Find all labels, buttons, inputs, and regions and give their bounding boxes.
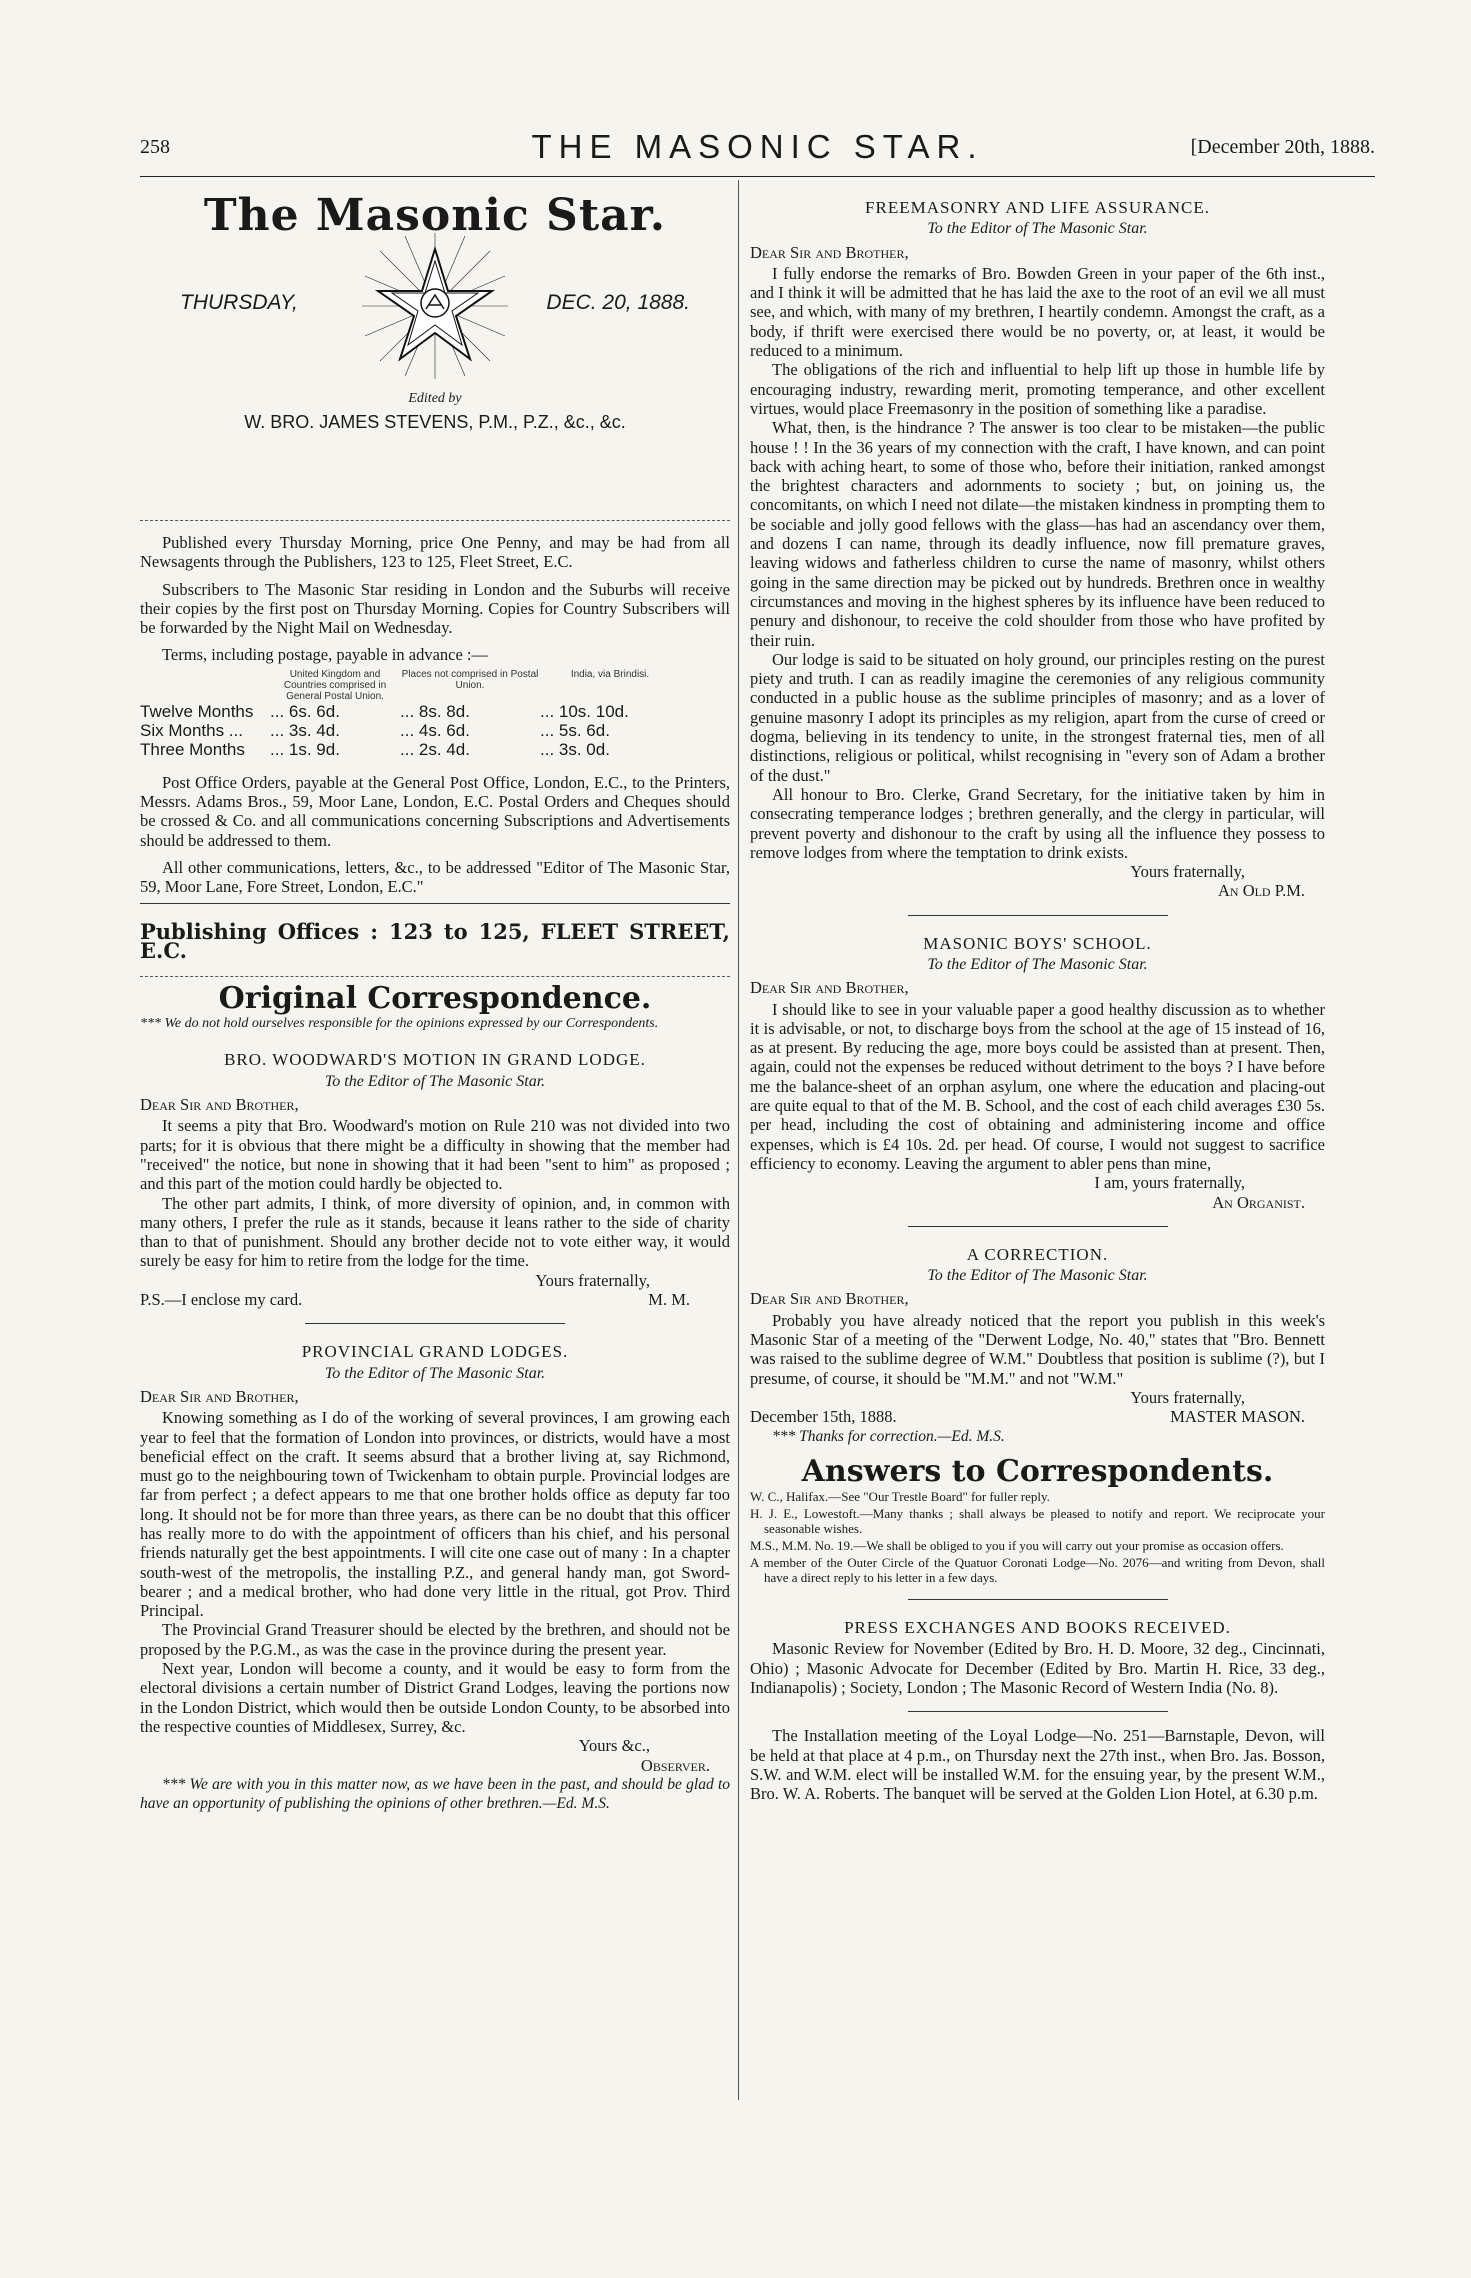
salutation: Dear Sir and Brother, bbox=[750, 1289, 909, 1309]
issue-date: [December 20th, 1888. bbox=[1190, 136, 1375, 158]
terms-header-row bbox=[140, 669, 730, 702]
masthead-title: The Masonic Star. bbox=[203, 190, 667, 241]
article-addressee: To the Editor of The Masonic Star. bbox=[324, 1364, 546, 1382]
article-addressee: To the Editor of The Masonic Star. bbox=[927, 1267, 1148, 1285]
terms-cell: ... 3s. 0d. bbox=[540, 739, 610, 759]
article-paragraph: Probably you have already noticed that the report you publish in this week's Masonic Star of a meeting of the "Derwent Lodge, No. 40," states that "Bro. Bennett was raised to the sublime degree of W.M." Doubtless that position is sublime (?), but I presume, of course, it should be "M.M." and not "W.M." bbox=[750, 1310, 1325, 1388]
terms-cell: ... 4s. 6d. bbox=[400, 720, 470, 740]
terms-cell: ... 8s. 8d. bbox=[400, 701, 470, 721]
article-rule bbox=[908, 1226, 1168, 1227]
running-header bbox=[140, 128, 1375, 168]
article-paragraph: All honour to Bro. Clerke, Grand Secretary, for the initiative taken by him in consecrating temperance lodges ; brethren generally, and the clergy in particular, will prevent poverty and dishonour to the craft by using all the influence they possess to remove lodges from where the temptation to drink exists. bbox=[750, 784, 1325, 862]
terms-col-header: India, via Brindisi. bbox=[570, 668, 650, 680]
postscript: P.S.—I enclose my card. bbox=[140, 1290, 303, 1310]
article-addressee: To the Editor of The Masonic Star. bbox=[927, 220, 1148, 238]
terms-intro: Terms, including postage, payable in advance :— bbox=[162, 645, 488, 665]
masthead-rule bbox=[140, 520, 730, 521]
notice-rule bbox=[140, 903, 730, 904]
salutation: Dear Sir and Brother, bbox=[750, 242, 909, 262]
terms-cell: ... 6s. 6d. bbox=[270, 701, 340, 721]
list-item: M.S., M.M. No. 19.—We shall be obliged to you if you will carry out your promise as occasion offers. bbox=[750, 1538, 1284, 1554]
article-addressee: To the Editor of The Masonic Star. bbox=[927, 955, 1148, 973]
article-rule bbox=[908, 1711, 1168, 1712]
letter-date: December 15th, 1888. bbox=[750, 1407, 897, 1427]
article-title: PRESS EXCHANGES AND BOOKS RECEIVED. bbox=[844, 1618, 1231, 1638]
article-paragraph: Knowing something as I do of the working of several provinces, I am growing each year to feel that the formation of London into provinces, or districts, would have a most beneficial effect on the craft. It seems absurd that a brother living at, say Richmond, must go to the neighbouring town of Twickenham to obtain purple. Provincial lodges are far from perfect ; a defect appears to me that one brother holds office as deputy far too long. It should not be for more than three years, as there can be no doubt that this officer has really more to do with the appointment of officers than his chief, and his personal friends naturally get the best appointments. I will cite one case out of many : In a chapter south-west of the metropolis, the installing P.Z., and general handy man, got Sword-bearer ; and a medical brother, who had done very little in the ritual, got Prov. Third Principal. bbox=[140, 1408, 730, 1621]
article-paragraph: Masonic Review for November (Edited by Bro. H. D. Moore, 32 deg., Cincinnati, Ohio) ; Masonic Advocate for December (Edited by Bro. Martin H. Rice, 33 deg., Indianapolis) ; Society, London ; The Masonic Record of Western India (No. 8). bbox=[750, 1639, 1325, 1697]
signature: An Organist. bbox=[1212, 1192, 1305, 1212]
terms-row-label: Six Months ... bbox=[140, 720, 243, 740]
signature: An Old P.M. bbox=[1217, 881, 1305, 901]
article-paragraph: It seems a pity that Bro. Woodward's motion on Rule 210 was not divided into two parts; for it is obvious that there might be a difficulty in showing that the member had "received" the notice, but none in showing that it had been "sent to him" as proposed ; and this part of the motion could hardly be objected to. bbox=[140, 1116, 730, 1194]
terms-cell: ... 1s. 9d. bbox=[270, 739, 340, 759]
article-rule bbox=[908, 1599, 1168, 1600]
article-paragraph: Next year, London will become a county, and it would be easy to form from the electoral divisions a certain number of District Grand Lodges, leaving the portions now in the London District, which would then be outside London County, to be absorbed into the respective counties of Middlesex, Surrey, &c. bbox=[140, 1659, 730, 1736]
signature: MASTER MASON. bbox=[1170, 1407, 1305, 1427]
publication-notice: Published every Thursday Morning, price One Penny, and may be had from all Newsagents through the Publishers, 123 to 125, Fleet Street, E.C. bbox=[140, 533, 730, 572]
publishing-offices: Publishing Offices : 123 to 125, FLEET STREET, E.C. bbox=[140, 918, 730, 963]
section-rule bbox=[140, 976, 730, 977]
closing: I am, yours fraternally, bbox=[1094, 1173, 1245, 1193]
disclaimer-note: *** We do not hold ourselves responsible for the opinions expressed by our Correspondents. bbox=[140, 1016, 659, 1032]
article-title: MASONIC BOYS' SCHOOL. bbox=[923, 933, 1152, 953]
closing: Yours fraternally, bbox=[535, 1270, 650, 1290]
masthead-date: DEC. 20, 1888. bbox=[546, 291, 690, 315]
editor-address-notice: All other communications, letters, &c., to be addressed "Editor of The Masonic Star, 59, Moor Lane, Fore Street, London, E.C." bbox=[140, 857, 730, 897]
salutation: Dear Sir and Brother, bbox=[140, 1386, 299, 1406]
list-item: A member of the Outer Circle of the Quatuor Coronati Lodge—No. 2076—and writing from Devon, shall have a direct reply to his letter in a few days. bbox=[750, 1555, 1325, 1586]
subscription-terms-table bbox=[140, 669, 730, 759]
article-paragraph: I should like to see in your valuable paper a good healthy discussion as to whether it is advisable, or not, to discharge boys from the school at the age of 15 instead of 16, as at present. By reducing the age, more boys could be assisted than at present. Then, again, could not the expenses be reduced without detriment to the boys ? I have before me the balance-sheet of an orphan asylum, one where the education and placing-out are quite equal to that of the M. B. School, and the cost of each child averages £30 5s. per head, including the cost of obtaining and administering income and office expenses, which is £4 10s. 2d. per head. Of course, I would not suggest to sacrifice efficiency to economy. Leaving the argument to abler pens than mine, bbox=[750, 999, 1325, 1173]
article-rule bbox=[908, 915, 1168, 916]
section-title-answers: Answers to Correspondents. bbox=[801, 1453, 1274, 1489]
header-rule bbox=[140, 176, 1375, 177]
edited-by-label: Edited by bbox=[408, 391, 462, 407]
article-rule bbox=[305, 1323, 565, 1324]
article-paragraph: What, then, is the hindrance ? The answer is too clear to be mistaken—the public house ! ! In the 36 years of my connection with the craft, I have known, and can point back with aching heart, to some of those who, before their initiation, ranked amongst the brightest characters and adornments to society ; but, on joining us, the concomitants, on which I need not dilate—the mistaken kindness in prompting them to be sociable and jolly good fellows with the glass—has had an ascendancy over them, and dozens I can name, through its deadly influence, now fill premature graves, leaving widows and fatherless children to curse the name of masonry, whilst others going in the same direction may be picked out by hundreds. Brethren once in wealthy circumstances and moving in the highest spheres by its influence have been reduced to penury and dishonour, to receive the cold shoulder from those who have profited by their ruin. bbox=[750, 418, 1325, 650]
list-item: W. C., Halifax.—See "Our Trestle Board" for fuller reply. bbox=[750, 1489, 1050, 1505]
signature: M. M. bbox=[648, 1290, 690, 1310]
terms-cell: ... 2s. 4d. bbox=[400, 739, 470, 759]
closing: Yours fraternally, bbox=[1130, 1387, 1245, 1407]
closing: Yours &c., bbox=[578, 1736, 650, 1756]
list-item: H. J. E., Lowestoft.—Many thanks ; shall always be pleased to notify and report. We reciprocate your seasonable wishes. bbox=[750, 1506, 1325, 1537]
publication-title: THE MASONIC STAR. bbox=[531, 128, 984, 165]
signature-row bbox=[750, 1407, 1325, 1426]
article-paragraph: The other part admits, I think, of more diversity of opinion, and, in common with many others, I prefer the rule as it stands, because it leans rather to the side of charity than to that of punishment. Should any brother decide not to vote either way, it would surely be easy for him to retire from the lodge for the time. bbox=[140, 1193, 730, 1271]
masonic-star-emblem bbox=[360, 231, 510, 381]
column-divider bbox=[738, 180, 739, 2100]
salutation: Dear Sir and Brother, bbox=[140, 1095, 299, 1115]
masthead-day: THURSDAY, bbox=[180, 291, 298, 315]
terms-row bbox=[140, 740, 730, 759]
terms-col-header: Places not comprised in Postal Union. bbox=[401, 668, 539, 691]
editor-note: *** We are with you in this matter now, as we have been in the past, and should be glad to have an opportunity of publishing the opinions of other brethren.—Ed. M.S. bbox=[140, 1775, 730, 1813]
article-paragraph: The obligations of the rich and influential to help lift up those in humble life by encouraging industry, rewarding merit, promoting temperance, and other excellent virtues, would place Freemasonry in the position of something like a paradise. bbox=[750, 360, 1325, 418]
right-column bbox=[750, 198, 1325, 1803]
terms-cell: ... 5s. 6d. bbox=[540, 720, 610, 740]
terms-row-label: Three Months bbox=[140, 739, 245, 759]
article-paragraph: The Provincial Grand Treasurer should be elected by the brethren, and should not be proposed by the P.G.M., as was the case in the province during the present year. bbox=[140, 1620, 730, 1659]
signature: Observer. bbox=[640, 1755, 710, 1775]
terms-row bbox=[140, 721, 730, 740]
terms-col-header: United Kingdom and Countries comprised in General Postal Union. bbox=[283, 668, 387, 702]
article-paragraph: The Installation meeting of the Loyal Lodge—No. 251—Barnstaple, Devon, will be held at that place at 4 p.m., on Thursday next the 27th inst., when Bro. Jas. Bosson, S.W. and W.M. elect will be installed W.M. for the ensuing year, by the present W.M., Bro. W. A. Roberts. The banquet will be served at the Golden Lion Hotel, at 6.30 p.m. bbox=[750, 1726, 1325, 1804]
signature-row bbox=[140, 1290, 730, 1309]
article-paragraph: Our lodge is said to be situated on holy ground, our principles resting on the purest piety and truth. I can as readily imagine the ceremonies of any religious community conducted in a public house as the sublime principles of masonry; and as a lover of genuine masonry I adopt its principles as my religion, apart from the curse of creed or dogma, believing in its tendency to unite, in the strongest fraternal ties, men of all distinctions, religious or political, whilst recognising in "every son of Adam a brother of the dust." bbox=[750, 649, 1325, 785]
article-title: FREEMASONRY AND LIFE ASSURANCE. bbox=[865, 198, 1210, 217]
article-title: A CORRECTION. bbox=[966, 1244, 1109, 1264]
article-addressee: To the Editor of The Masonic Star. bbox=[324, 1072, 546, 1090]
terms-row bbox=[140, 702, 730, 721]
subscriber-notice: Subscribers to The Masonic Star residing in London and the Suburbs will receive their copies by the first post on Thursday Morning. Copies for Country Subscribers will be forwarded by the Night Mail on Wednesday. bbox=[140, 579, 730, 638]
terms-cell: ... 3s. 4d. bbox=[270, 720, 340, 740]
section-title-correspondence: Original Correspondence. bbox=[218, 981, 652, 1017]
article-title: PROVINCIAL GRAND LODGES. bbox=[301, 1342, 569, 1362]
page-number: 258 bbox=[140, 136, 170, 158]
masthead bbox=[140, 190, 730, 506]
terms-cell: ... 10s. 10d. bbox=[540, 701, 629, 721]
closing: Yours fraternally, bbox=[1130, 862, 1245, 882]
payment-notice: Post Office Orders, payable at the General Post Office, London, E.C., to the Printers, Messrs. Adams Bros., 59, Moor Lane, London, E.C. Postal Orders and Cheques should be crossed & Co. and all communications concerning Subscriptions and Advertisements should be addressed to them. bbox=[140, 772, 730, 850]
salutation: Dear Sir and Brother, bbox=[750, 978, 909, 998]
answers-list bbox=[750, 1489, 1325, 1585]
article-title: BRO. WOODWARD'S MOTION IN GRAND LODGE. bbox=[224, 1050, 646, 1070]
editor-note: *** Thanks for correction.—Ed. M.S. bbox=[772, 1427, 1005, 1445]
article-paragraph: I fully endorse the remarks of Bro. Bowden Green in your paper of the 6th inst., and I think it will be admitted that he has laid the axe to the root of an evil we all must see, and which, with many of my brethren, I heartily condemn. Amongst the craft, as a body, if thrift were exercised there would be no poverty, or, at least, it would be reduced to a minimum. bbox=[750, 263, 1325, 361]
terms-row-label: Twelve Months bbox=[140, 701, 254, 721]
left-column bbox=[140, 190, 730, 1813]
editor-name: W. BRO. JAMES STEVENS, P.M., P.Z., &c., &c. bbox=[244, 411, 626, 432]
